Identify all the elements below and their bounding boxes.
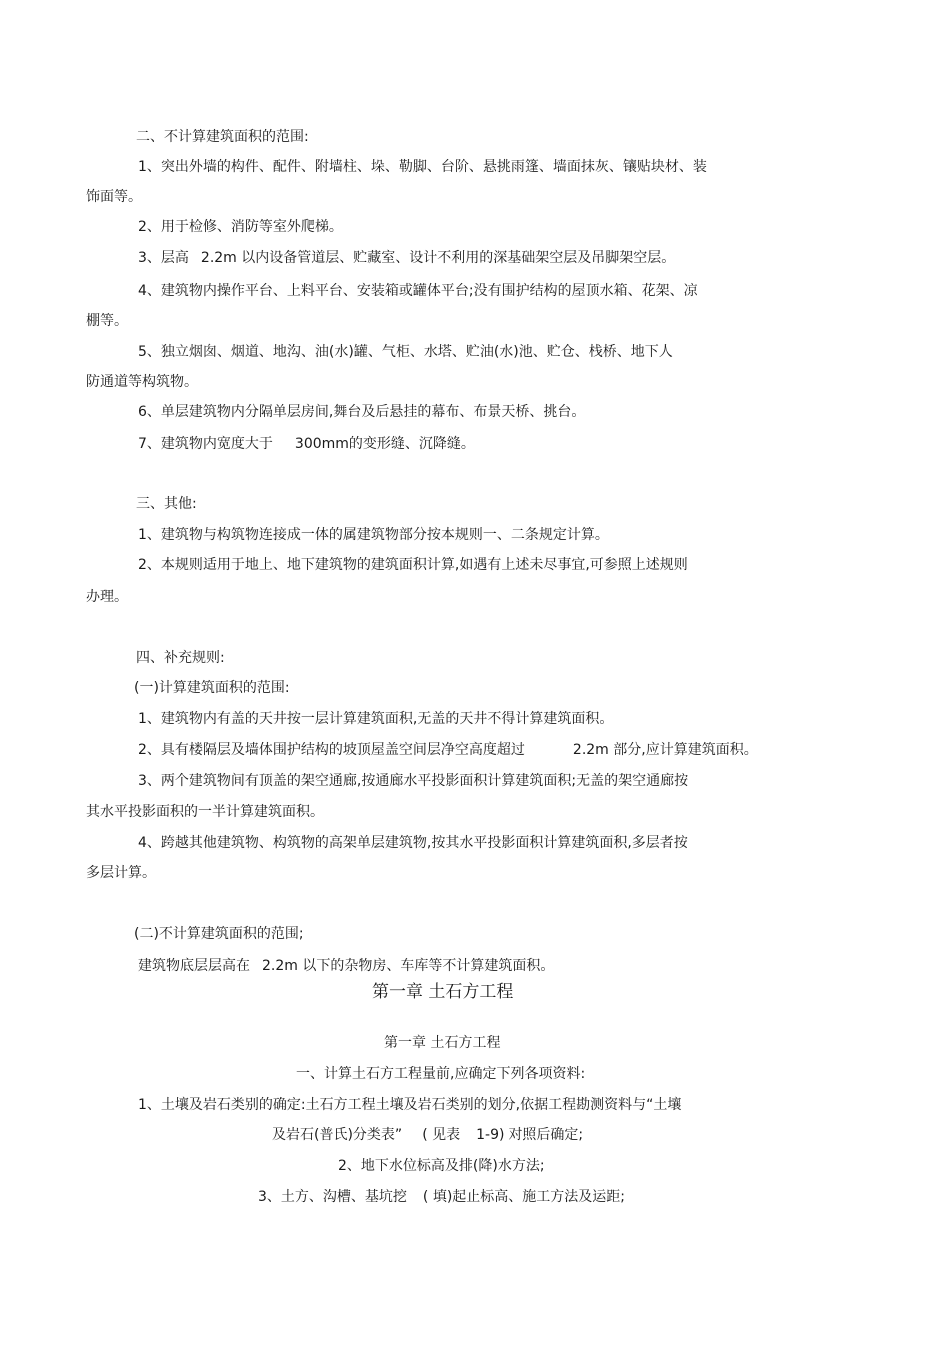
section-4-item-2 [138,740,758,760]
section-2-heading: 二、不计算建筑面积的范围: [136,129,309,145]
section-2-item-6: 6、单层建筑物内分隔单层房间,舞台及后悬挂的幕布、布景天桥、挑台。 [138,404,586,420]
section-4-item-3-cont: 其水平投影面积的一半计算建筑面积。 [86,804,324,820]
chapter-line-3-c: 1-9) [476,1127,505,1143]
chapter-line-3-b: ( 见表 [422,1127,461,1143]
section-2-item-4: 4、建筑物内操作平台、上料平台、安装箱或罐体平台;没有围护结构的屋顶水箱、花架、凉 [138,283,698,299]
section-3-item-2: 2、本规则适用于地上、地下建筑物的建筑面积计算,如遇有上述未尽事宜,可参照上述规则 [138,557,688,573]
section-4-sub-2-text [138,956,554,976]
section-3-heading: 三、其他: [136,496,197,512]
chapter-title: 第一章 土石方工程 [372,982,514,1002]
section-4-item-4: 4、跨越其他建筑物、构筑物的高架单层建筑物,按其水平投影面积计算建筑面积,多层者按 [138,835,688,851]
section-2-item-3 [138,248,675,268]
section-3-item-2-cont: 办理。 [86,589,128,605]
section-4-heading: 四、补充规则: [136,650,225,666]
chapter-line-2: 1、土壤及岩石类别的确定:土石方工程土壤及岩石类别的划分,依据工程勘测资料与“土壤 [138,1097,682,1113]
section-2-item-5-cont: 防通道等构筑物。 [86,374,198,390]
section-4-sub-2-value: 2.2m 以下的杂物房、车库等不计算建筑面积。 [262,958,555,974]
chapter-line-1: 一、计算土石方工程量前,应确定下列各项资料: [296,1066,586,1082]
section-2-item-1: 1、突出外墙的构件、配件、附墙柱、垛、勒脚、台阶、悬挑雨篷、墙面抹灰、镶贴块材、装 [138,159,707,175]
section-4-sub-2-label: 建筑物底层层高在 [138,958,250,974]
chapter-line-3 [272,1125,583,1145]
chapter-line-3-d: 对照后确定; [508,1127,584,1143]
section-4-sub-1: (一)计算建筑面积的范围: [134,680,290,696]
section-2-item-3-label: 3、层高 [138,250,189,266]
section-2-item-2: 2、用于检修、消防等室外爬梯。 [138,219,343,235]
section-4-item-4-cont: 多层计算。 [86,865,156,881]
section-2-item-5: 5、独立烟囱、烟道、地沟、油(水)罐、气柜、水塔、贮油(水)池、贮仓、栈桥、地下人 [138,344,673,360]
section-2-item-3-text: 2.2m 以内设备管道层、贮藏室、设计不利用的深基础架空层及吊脚架空层。 [200,250,676,266]
section-4-item-3: 3、两个建筑物间有顶盖的架空通廊,按通廊水平投影面积计算建筑面积;无盖的架空通廊按 [138,773,689,789]
chapter-subtitle: 第一章 土石方工程 [384,1035,501,1051]
chapter-line-5-b: ( 填)起止标高、施工方法及运距; [422,1189,626,1205]
section-4-item-2-text: 2.2m 部分,应计算建筑面积。 [572,742,758,758]
section-4-item-2-label: 2、具有楼隔层及墙体围护结构的坡顶屋盖空间层净空高度超过 [138,742,525,758]
chapter-line-4: 2、地下水位标高及排(降)水方法; [338,1158,545,1174]
section-2-item-1-cont: 饰面等。 [86,189,142,205]
chapter-line-5-a: 3、土方、沟槽、基坑挖 [258,1189,407,1205]
chapter-line-5 [258,1187,625,1207]
section-3-item-1: 1、建筑物与构筑物连接成一体的属建筑物部分按本规则一、二条规定计算。 [138,527,609,543]
chapter-line-3-a: 及岩石(普氏)分类表” [272,1127,403,1143]
section-2-item-4-cont: 棚等。 [86,313,128,329]
section-4-sub-2: (二)不计算建筑面积的范围; [134,926,304,942]
section-4-item-1: 1、建筑物内有盖的天井按一层计算建筑面积,无盖的天井不得计算建筑面积。 [138,711,614,727]
section-2-item-7-text: 300mm的变形缝、沉降缝。 [294,436,475,452]
section-2-item-7 [138,434,475,454]
section-2-item-7-label: 7、建筑物内宽度大于 [138,436,273,452]
